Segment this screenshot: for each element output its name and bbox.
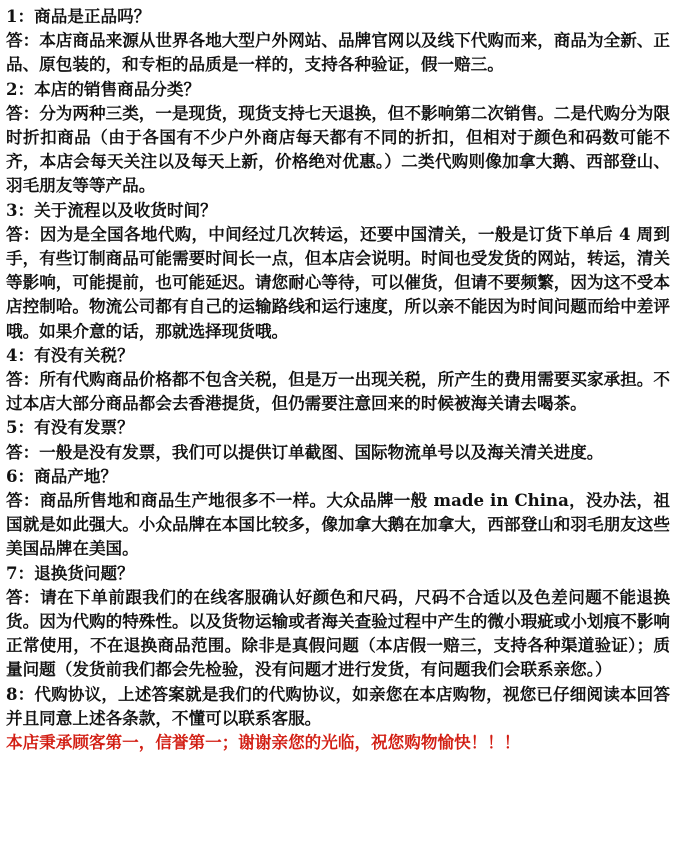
faq-question-4: 4：有没有关税？: [6, 344, 134, 365]
faq-answer-1: 答：本店商品来源从世界各地大型户外网站、品牌官网以及线下代购而来，商品为全新、正品、原包装的，和专柜的品质是一样的，支持各种验证，假一赔三。: [6, 30, 670, 75]
faq-answer-3: 答：因为是全国各地代购，中间经过几次转运，还要中国清关，一般是订货下单后 4 周到手，有些订制商品可能需要时间长一点，但本店会说明。时间也受发货的网站，转运，清关等影响，可能提前，也可能延迟。请您耐心等待，可以催货，但请不要频繁，因为这不受本店控制哈。物流公司都有自己的运输路线和运行速度，所以亲不能因为时间问题而给中差评哦。如果介意的话，那就选择现货哦。: [6, 223, 670, 341]
faq-answer-6: 答：商品所售地和商品生产地很多不一样。大众品牌一般 made in China，没办法，祖国就是如此强大。小众品牌在本国比较多，像加拿大鹅在加拿大，西部登山和羽毛朋友这些美国品牌在美国。: [6, 490, 670, 559]
faq-answer-4: 答：所有代购商品价格都不包含关税，但是万一出现关税，所产生的费用需要买家承担。不过本店大部分商品都会去香港提货，但仍需要注意回来的时候被海关请去喝茶。: [6, 369, 670, 414]
faq-question-2: 2：本店的销售商品分类？: [6, 78, 201, 99]
faq-answer-2: 答：分为两种三类，一是现货，现货支持七天退换，但不影响第二次销售。二是代购分为限时折扣商品（由于各国有不少户外商店每天都有不同的折扣，但相对于颜色和码数可能不齐，本店会每天关注以及每天上新，价格绝对优惠。）二类代购则像加拿大鹅、西部登山、羽毛朋友等等产品。: [6, 102, 670, 196]
faq-agreement-8: 8：代购协议，上述答案就是我们的代购协议，如亲您在本店购物，视您已仔细阅读本回答并且同意上述各条款，不懂可以联系客服。: [6, 683, 670, 728]
faq-question-1: 1：商品是正品吗？: [6, 6, 151, 26]
faq-answer-5: 答：一般是没有发票，我们可以提供订单截图、国际物流单号以及海关清关进度。: [6, 441, 604, 462]
faq-answer-7: 答：请在下单前跟我们的在线客服确认好颜色和尺码，尺码不合适以及色差问题不能退换货。因为代购的特殊性。以及货物运输或者海关查验过程中产生的微小瑕疵或小划痕不影响正常使用，不在退换商品范围。除非是真假问题（本店假一赔三，支持各种渠道验证）；质量问题（发货前我们都会先检验，没有问题才进行发货，有问题我们会联系亲您。）: [6, 586, 670, 680]
footer-slogan: 本店秉承顾客第一，信誉第一；谢谢亲您的光临，祝您购物愉快！！！: [6, 732, 521, 753]
faq-document: [6, 4, 670, 754]
faq-question-6: 6：商品产地？: [6, 465, 118, 486]
faq-question-7: 7：退换货问题？: [6, 562, 134, 583]
faq-question-5: 5：有没有发票？: [6, 417, 134, 438]
faq-question-3: 3：关于流程以及收货时间？: [6, 199, 217, 220]
